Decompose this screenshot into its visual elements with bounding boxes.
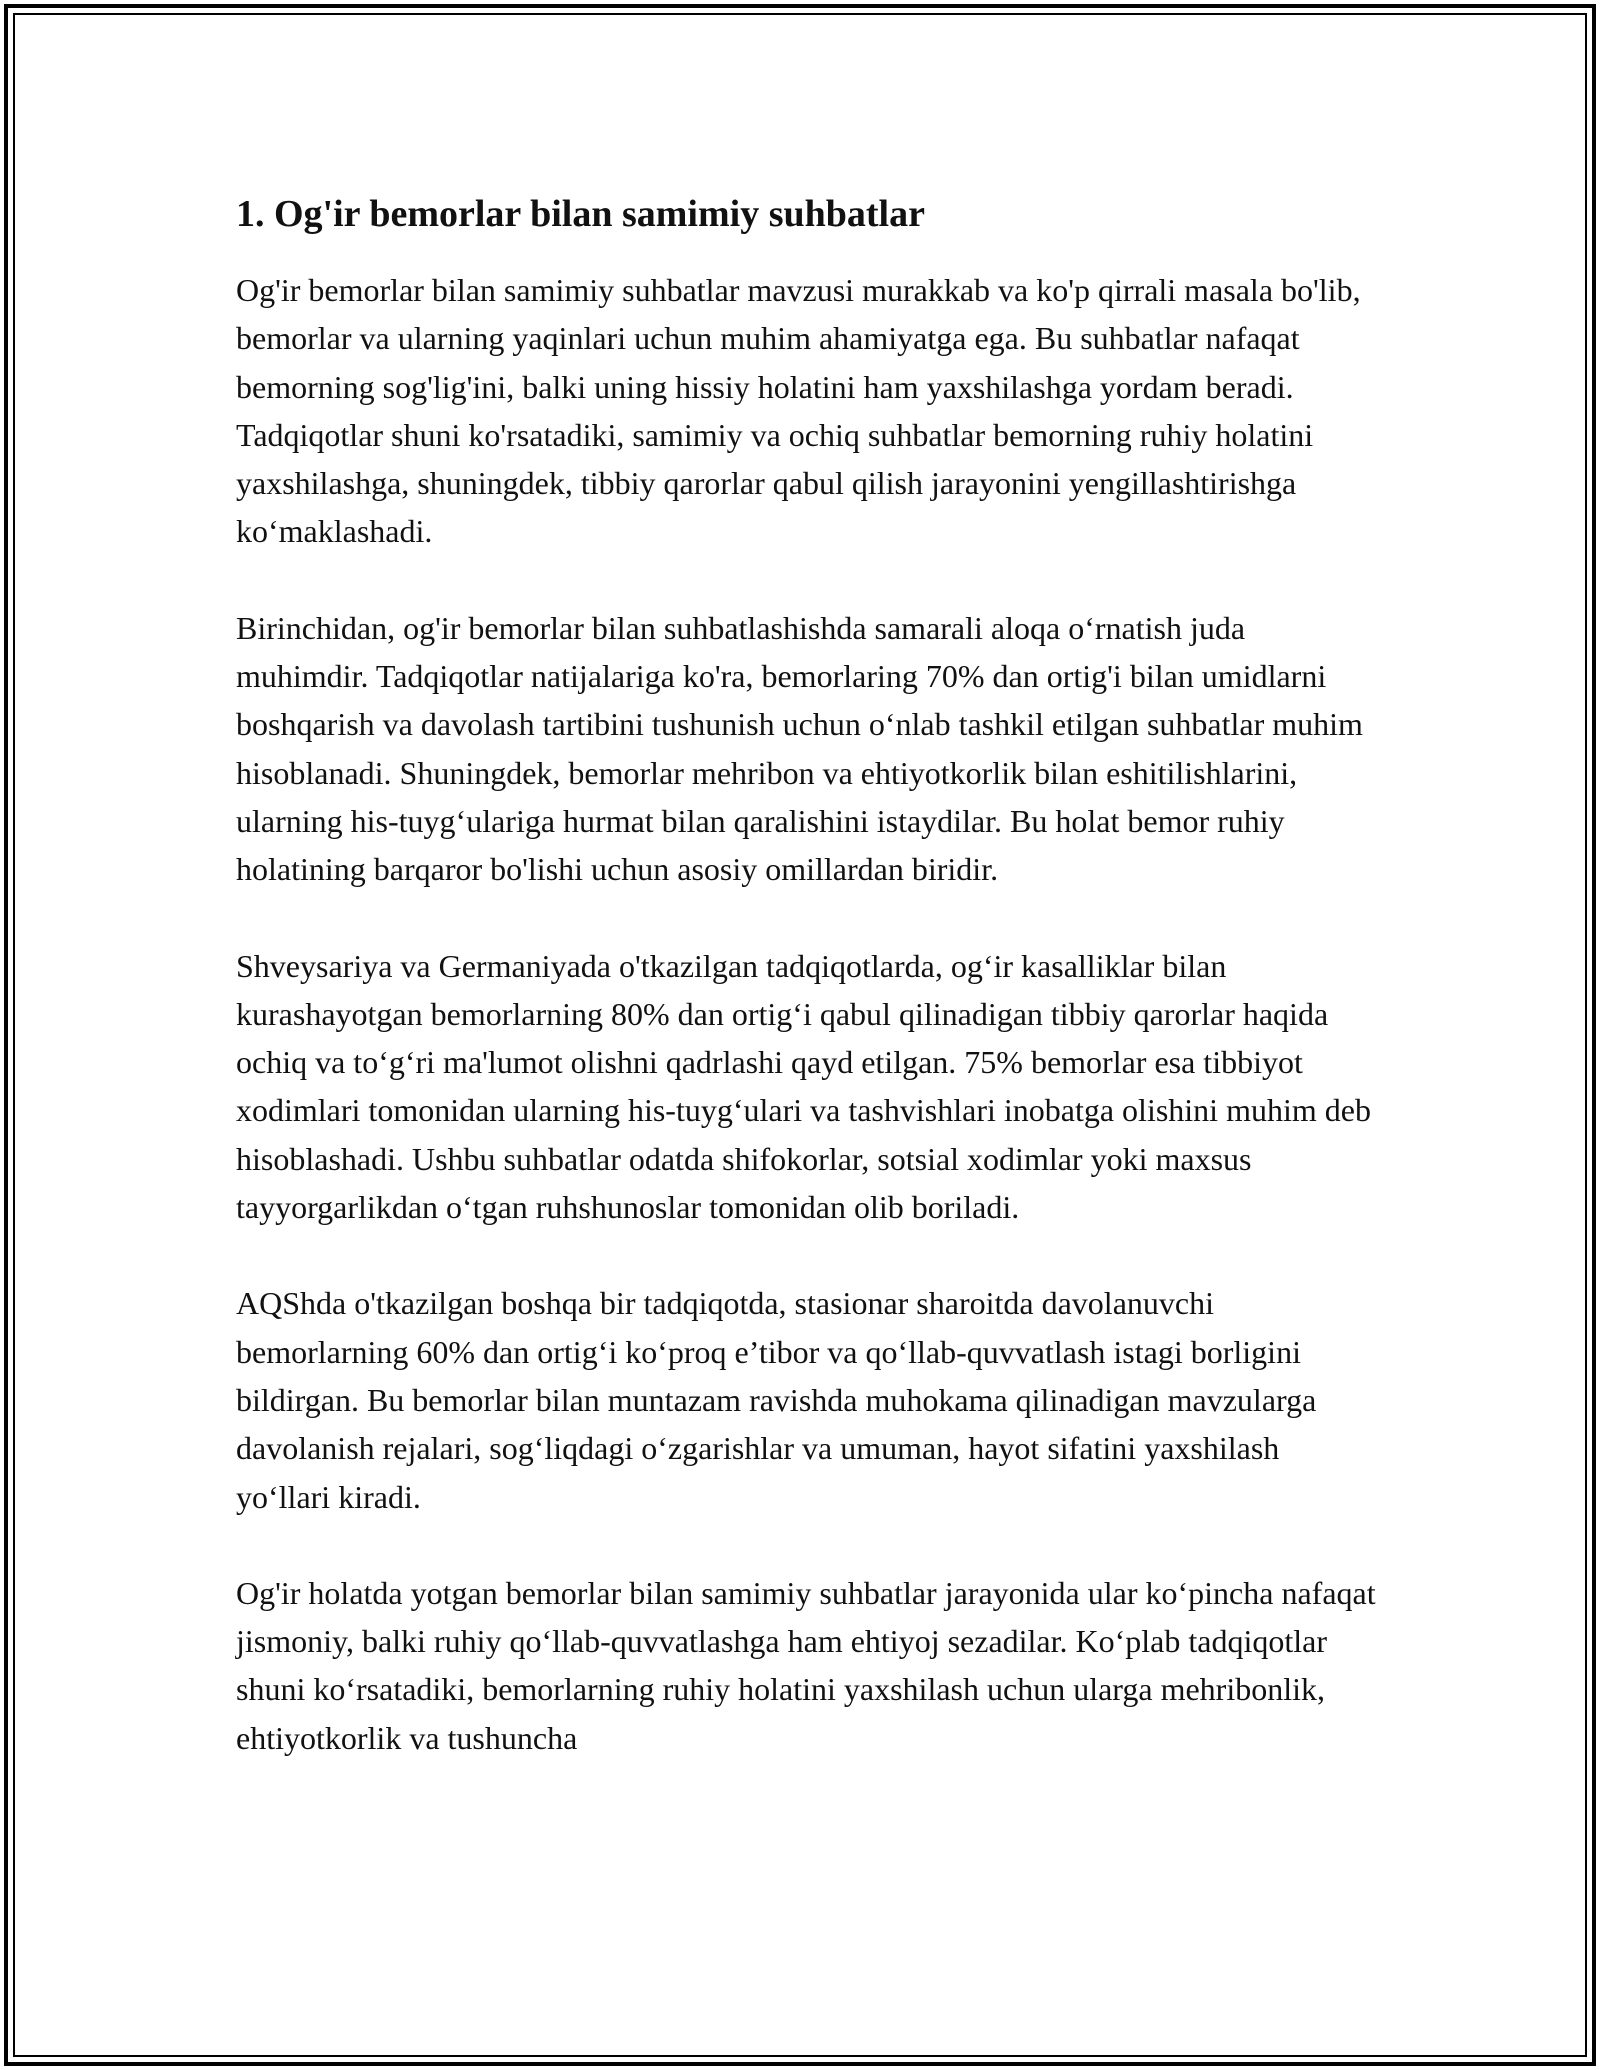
section-heading: 1. Og'ir bemorlar bilan samimiy suhbatlar [236, 193, 925, 235]
paragraph-3: Shveysariya va Germaniyada o'tkazilgan tadqiqotlarda, og‘ir kasalliklar bilan kurashayotgan bemorlarning 80% dan ortig‘i qabul qilinadigan tibbiy qarorlar haqida ochiq va to‘g‘ri ma'lumot olishni qadrlashi qayd etilgan. 75% bemorlar esa tibbiyot xodimlari tomonidan ularning his-tuyg‘ulari va tashvishlari inobatga olishini muhim deb hisoblashadi. Ushbu suhbatlar odatda shifokorlar, sotsial xodimlar yoki maxsus tayyorgarlikdan o‘tgan ruhshunoslar tomonidan olib boriladi. [236, 947, 1371, 1226]
paragraph-1: Og'ir bemorlar bilan samimiy suhbatlar mavzusi murakkab va ko'p qirrali masala bo'lib, bemorlar va ularning yaqinlari uchun muhim ahamiyatga ega. Bu suhbatlar nafaqat bemorning sog'lig'ini, balki uning hissiy holatini ham yaxshilashga yordam beradi. Tadqiqotlar shuni ko'rsatadiki, samimiy va ochiq suhbatlar bemorning ruhiy holatini yaxshilashga, shuningdek, tibbiy qarorlar qabul qilish jarayonini yengillashtirishga ko‘maklashadi. [236, 272, 1361, 550]
paragraph-4: AQShda o'tkazilgan boshqa bir tadqiqotda, stasionar sharoitda davolanuvchi bemorlarning 60% dan ortig‘i ko‘proq e’tibor va qo‘llab-quvvatlash istagi borligini bildirgan. Bu bemorlar bilan muntazam ravishda muhokama qilinadigan mavzularga davolanish rejalari, sog‘liqdagi o‘zgarishlar va umuman, hayot sifatini yaxshilash yo‘llari kiradi. [236, 1285, 1317, 1515]
paragraph-2: Birinchidan, og'ir bemorlar bilan suhbatlashishda samarali aloqa o‘rnatish juda muhimdir. Tadqiqotlar natijalariga ko'ra, bemorlaring 70% dan ortig'i bilan umidlarni boshqarish va davolash tartibini tushunish uchun o‘nlab tashkil etilgan suhbatlar muhim hisoblanadi. Shuningdek, bemorlar mehribon va ehtiyotkorlik bilan eshitilishlarini, ularning his-tuyg‘ulariga hurmat bilan qaralishini istaydilar. Bu holat bemor ruhiy holatining barqaror bo'lishi uchun asosiy omillardan biridir. [236, 609, 1363, 888]
paragraph-5: Og'ir holatda yotgan bemorlar bilan samimiy suhbatlar jarayonida ular ko‘pincha nafaqat jismoniy, balki ruhiy qo‘llab-quvvatlashga ham ehtiyoj sezadilar. Ko‘plab tadqiqotlar shuni ko‘rsatadiki, bemorlarning ruhiy holatini yaxshilash uchun ularga mehribonlik, ehtiyotkorlik va tushuncha [236, 1574, 1376, 1756]
document-body [236, 186, 1376, 1810]
